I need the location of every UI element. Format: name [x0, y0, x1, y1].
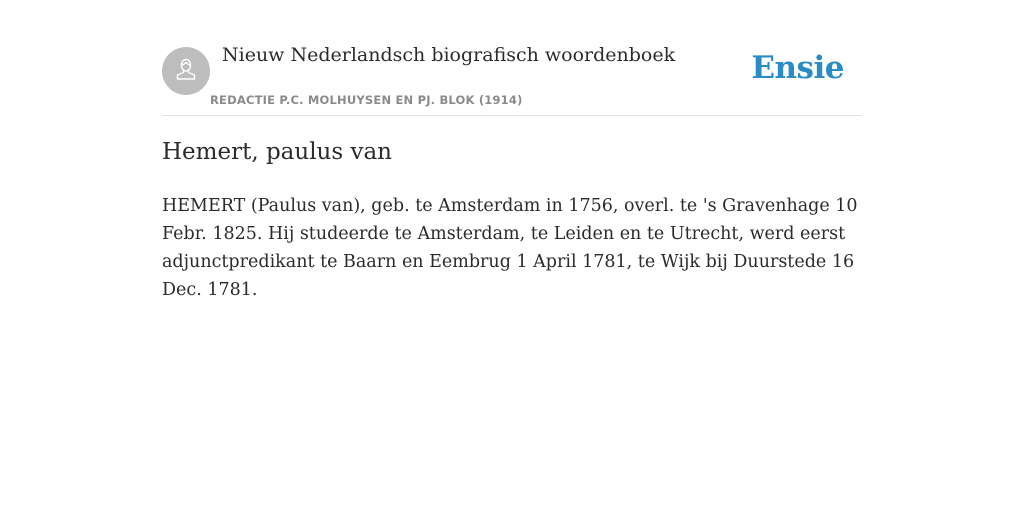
entry-text: HEMERT (Paulus van), geb. te Amsterdam in 1756, overl. te 's Gravenhage 10 Febr. 1825. Hij studeerde te Amsterdam, te Leiden en te Utrecht, werd eerst adjunctpredikant te Baarn en Eembrug 1 April 1781, te Wijk bij Duurstede 16 Dec. 1781.	[162, 196, 858, 300]
book-title[interactable]: Nieuw Nederlandsch biografisch woordenboek	[222, 44, 676, 66]
content-container	[162, 0, 862, 300]
avatar[interactable]	[162, 47, 210, 95]
person-icon	[172, 55, 200, 88]
editors-line: REDACTIE P.C. MOLHUYSEN EN PJ. BLOK (1914)	[210, 93, 523, 107]
source-header	[162, 0, 862, 116]
entry-title: Hemert, paulus van	[162, 139, 392, 165]
ensie-logo-link[interactable]: Ensie	[751, 50, 844, 86]
